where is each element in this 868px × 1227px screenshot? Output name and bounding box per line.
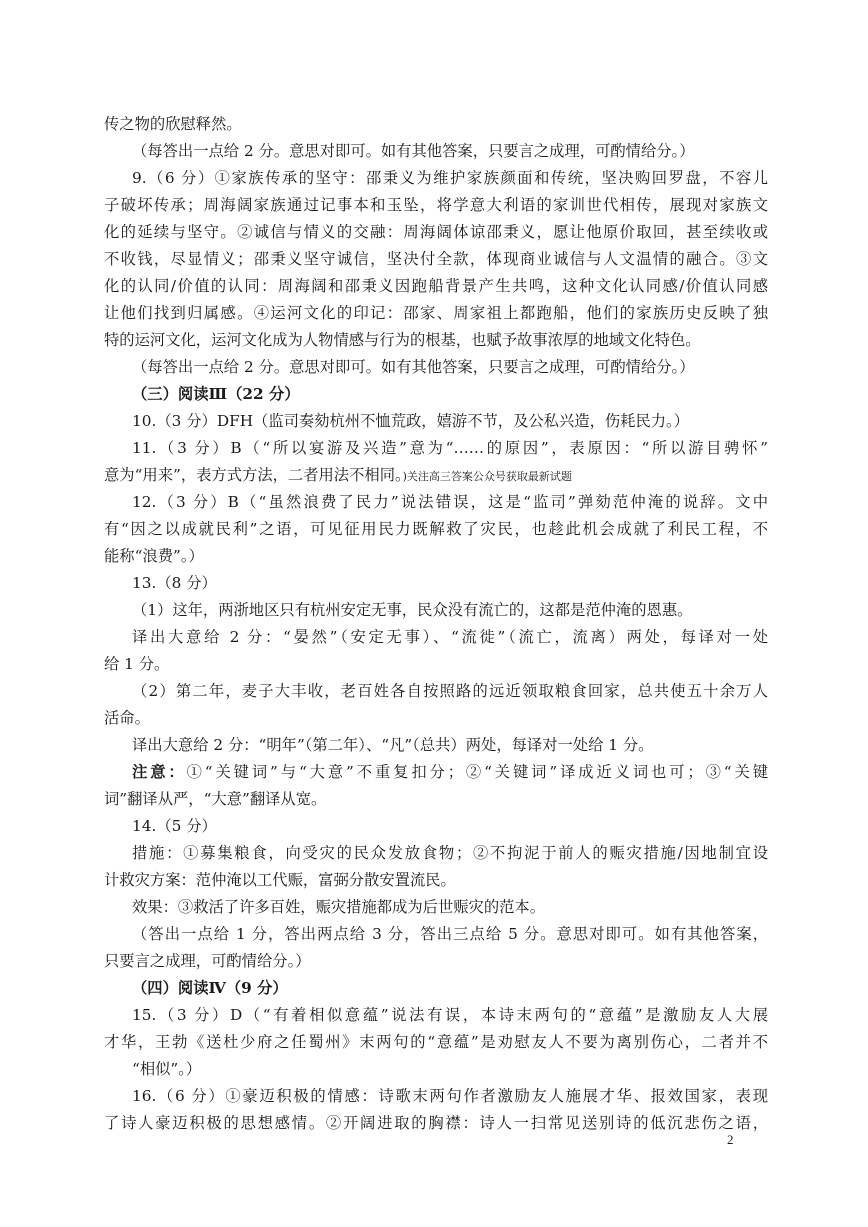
text-line: 才华，王勃《送杜少府之任蜀州》末两句的“意蕴”是劝慰友人不要为离别伤心，二者并不 <box>104 1033 768 1051</box>
watermark-note: )关注高三答案公众号获取最新试题 <box>402 470 572 483</box>
text-line: 效果：③救活了许多百姓，赈灾措施都成为后世赈灾的范本。 <box>132 898 546 916</box>
text-line: 让他们找到归属感。④运河文化的印记：邵家、周家祖上都跑船，他们的家族历史反映了独 <box>104 304 768 322</box>
text-line: 译出大意给 2 分：“晏然”（安定无事）、“流徙”（流亡，流离）两处，每译对一处 <box>132 628 768 646</box>
text-line: 化的认同/价值的认同：周海阔和邵秉义因跑船背景产生共鸣，这种文化认同感/价值认同感 <box>104 277 768 295</box>
text-line: 11.（3 分）B（“所以宴游及兴造”意为“……的原因”，表原因：“所以游目骋怀” <box>132 439 768 457</box>
text-line: 措施：①募集粮食，向受灾的民众发放食物；②不拘泥于前人的赈灾措施/因地制宜设 <box>132 844 768 862</box>
text-line: “相似”。） <box>132 1060 202 1078</box>
section-heading: （四）阅读Ⅳ（9 分） <box>132 979 288 997</box>
text-line: （2）第二年，麦子大丰收，老百姓各自按照路的远近领取粮食回家，总共使五十余万人 <box>132 682 768 700</box>
text-line: （1）这年，两浙地区只有杭州安定无事，民众没有流亡的，这都是范仲淹的恩惠。 <box>132 601 693 619</box>
text-line: 16.（6 分）①豪迈积极的情感：诗歌末两句作者激励友人施展才华、报效国家，表现 <box>132 1087 768 1105</box>
text-line: 词”翻译从严，“大意”翻译从宽。 <box>104 790 327 808</box>
text-line: 15.（3 分）D（“有着相似意蕴”说法有误，本诗末两句的“意蕴”是激励友人大展 <box>132 1006 768 1024</box>
text-line: （每答出一点给 2 分。意思对即可。如有其他答案，只要言之成理，可酌情给分。） <box>132 142 695 160</box>
text-line: 只要言之成理，可酌情给分。） <box>104 952 311 970</box>
text-line: 10.（3 分）DFH（监司奏劾杭州不恤荒政，嬉游不节，及公私兴造，伤耗民力。） <box>132 412 689 430</box>
text-line: 12.（3 分）B（“虽然浪费了民力”说法错误，这是“监司”弹劾范仲淹的说辞。文中 <box>132 493 768 511</box>
text-line: 计救灾方案：范仲淹以工代赈，富弼分散安置流民。 <box>104 871 456 889</box>
text-line: 9.（6 分）①家族传承的坚守：邵秉义为维护家族颜面和传统，坚决购回罗盘，不容儿 <box>132 169 768 187</box>
text-line: 能称“浪费”。） <box>104 547 204 565</box>
text-line: 给 1 分。 <box>104 655 170 673</box>
text-line: 化的延续与坚守。②诚信与情义的交融：周海阔体谅邵秉义，愿让他原价取回，甚至续收或 <box>104 223 768 241</box>
text-line: 传之物的欣慰释然。 <box>104 115 242 133</box>
text-line <box>104 465 768 487</box>
text-line: （答出一点给 1 分，答出两点给 3 分，答出三点给 5 分。意思对即可。如有其他答案， <box>132 925 768 943</box>
text-span: ①“关键词”与“大意”不重复扣分；②“关键词”译成近义词也可；③“关键 <box>186 763 768 781</box>
text-line: 14.（5 分） <box>132 817 217 835</box>
text-line: （每答出一点给 2 分。意思对即可。如有其他答案，只要言之成理，可酌情给分。） <box>132 358 695 376</box>
text-line <box>132 762 768 782</box>
section-heading: （三）阅读Ⅲ（22 分） <box>132 385 300 403</box>
text-line: 特的运河文化，运河文化成为人物情感与行为的根基，也赋予故事浓厚的地域文化特色。 <box>104 331 701 349</box>
text-line: 了诗人豪迈积极的思想感情。②开阔进取的胸襟：诗人一扫常见送别诗的低沉悲伤之语， <box>104 1114 768 1132</box>
page-number: 2 <box>727 1132 734 1147</box>
note-label: 注意： <box>132 763 187 781</box>
text-line: 子破坏传承；周海阔家族通过记事本和玉坠，将学意大利语的家训世代相传，展现对家族文 <box>104 196 768 214</box>
text-line: 译出大意给 2 分：“明年”（第二年）、“凡”（总共）两处，每译对一处给 1 分。 <box>132 736 654 754</box>
text-line: 活命。 <box>104 709 150 727</box>
text-span: 意为“用来”，表方式方法，二者用法不相同。 <box>104 466 403 484</box>
text-line: 不收钱，尽显情义；邵秉义坚守诚信，坚决付全款，体现商业诚信与人文温情的融合。③文 <box>104 250 768 268</box>
text-line: 13.（8 分） <box>132 574 217 592</box>
text-line: 有“因之以成就民利”之语，可见征用民力既解救了灾民，也趁此机会成就了利民工程，不 <box>104 520 768 538</box>
